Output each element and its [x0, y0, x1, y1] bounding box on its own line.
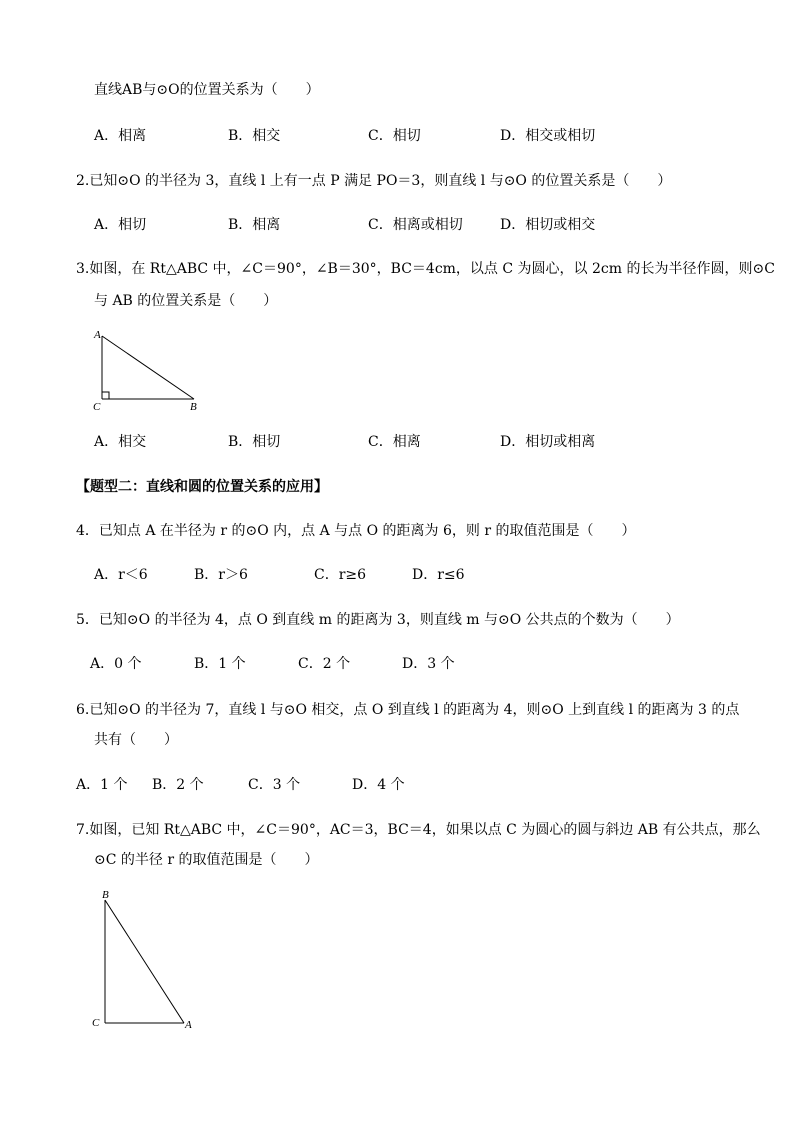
q7-label-c: C	[92, 1017, 100, 1029]
q3-option-d: D．相切或相离	[500, 434, 596, 450]
question-4-stem: 4．已知点 A 在半径为 r 的⊙O 内，点 A 与点 O 的距离为 6，则 r 的取值范围是（ ）	[76, 523, 636, 539]
q6-option-a: A．1 个	[76, 777, 128, 793]
question-7-stem-line1: 7.如图，已知 Rt△ABC 中，∠C＝90°，AC＝3，BC＝4，如果以点 C 为圆心的圆与斜边 AB 有公共点，那么	[76, 822, 761, 838]
q6-option-d: D．4 个	[352, 777, 405, 793]
q2-option-d: D．相切或相交	[500, 217, 596, 233]
option-d: D．相交或相切	[500, 128, 596, 144]
question-3-stem-line1: 3.如图，在 Rt△ABC 中，∠C＝90°，∠B＝30°，BC＝4cm，以点 C 为圆心，以 2cm 的长为半径作圆，则⊙C	[76, 261, 775, 277]
q6-option-c: C．3 个	[248, 777, 301, 793]
section-heading: 【题型二：直线和圆的位置关系的应用】	[76, 479, 328, 495]
question-6-stem-line1: 6.已知⊙O 的半径为 7，直线 l 与⊙O 相交，点 O 到直线 l 的距离为 4，则⊙O 上到直线 l 的距离为 3 的点	[76, 702, 740, 718]
q6-option-b: B．2 个	[152, 777, 204, 793]
q3-label-c: C	[93, 401, 101, 413]
q5-option-d: D．3 个	[402, 656, 455, 672]
q7-side-ab	[105, 900, 184, 1023]
q4-option-c: C．r≥6	[314, 567, 367, 583]
question-6-stem-line2: 共有（ ）	[94, 732, 178, 748]
q7-label-a: A	[185, 1019, 192, 1031]
q3-option-b: B．相切	[228, 434, 281, 450]
question-7-stem-line2: ⊙C 的半径 r 的取值范围是（ ）	[94, 852, 319, 868]
question-3-stem-line2: 与 AB 的位置关系是（ ）	[94, 293, 278, 309]
question-2-stem: 2.已知⊙O 的半径为 3，直线 l 上有一点 P 满足 PO＝3，则直线 l 与⊙O 的位置关系是（ ）	[76, 173, 672, 189]
option-a: A．相离	[94, 128, 147, 144]
q3-right-angle-mark	[102, 392, 109, 399]
q3-label-a: A	[94, 329, 101, 341]
q3-option-a: A．相交	[94, 434, 147, 450]
option-c: C．相切	[368, 128, 421, 144]
q3-triangle-figure	[90, 328, 210, 416]
q5-option-c: C．2 个	[298, 656, 351, 672]
q5-option-a: A．0 个	[90, 656, 142, 672]
q7-label-b: B	[102, 889, 109, 901]
q4-option-b: B．r＞6	[194, 567, 248, 583]
q2-option-b: B．相离	[228, 217, 281, 233]
q2-option-c: C．相离或相切	[368, 217, 463, 233]
q5-option-b: B．1 个	[194, 656, 246, 672]
q4-option-d: D．r≤6	[412, 567, 465, 583]
option-b: B．相交	[228, 128, 281, 144]
question-stem: 直线AB与⊙O的位置关系为（ ）	[94, 82, 320, 98]
q2-option-a: A．相切	[94, 217, 147, 233]
q3-label-b: B	[190, 401, 197, 413]
q3-side-ab	[102, 336, 194, 399]
question-5-stem: 5．已知⊙O 的半径为 4，点 O 到直线 m 的距离为 3，则直线 m 与⊙O 公共点的个数为（ ）	[76, 612, 680, 628]
q7-triangle-figure	[88, 886, 208, 1034]
q4-option-a: A．r＜6	[94, 567, 148, 583]
q3-option-c: C．相离	[368, 434, 421, 450]
